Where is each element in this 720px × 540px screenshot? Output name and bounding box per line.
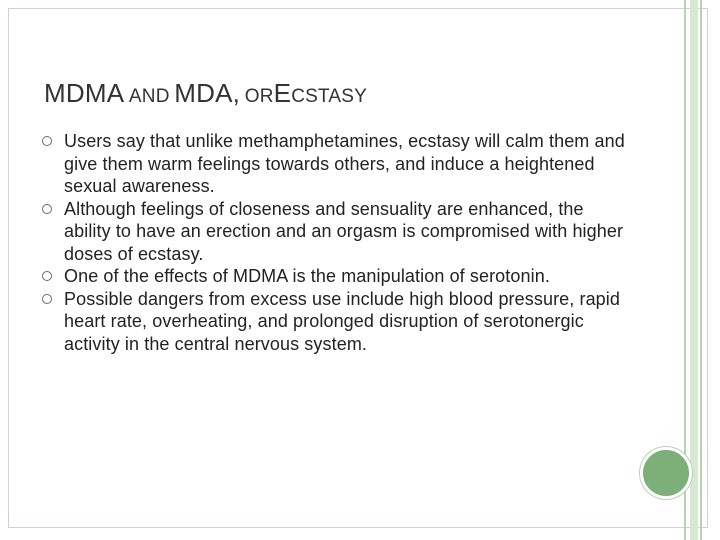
bullet-circle-icon bbox=[42, 136, 52, 146]
bullet-item bbox=[46, 288, 626, 356]
title-part: MDMA bbox=[44, 78, 125, 108]
title-part: OR bbox=[244, 86, 274, 107]
bullet-list bbox=[46, 130, 626, 355]
title-part: AND bbox=[128, 86, 170, 107]
bullet-circle-icon bbox=[42, 294, 52, 304]
decorative-bar bbox=[700, 0, 702, 540]
bullet-circle-icon bbox=[42, 204, 52, 214]
bullet-item bbox=[46, 198, 626, 266]
bullet-item bbox=[46, 265, 626, 288]
bullet-text: One of the effects of MDMA is the manipulation of serotonin. bbox=[64, 266, 550, 286]
bullet-text: Users say that unlike methamphetamines, ecstasy will calm them and give them warm feelings towards others, and induce a heightened sexual awareness. bbox=[64, 131, 625, 196]
bullet-circle-icon bbox=[42, 271, 52, 281]
slide-title bbox=[44, 78, 367, 109]
bullet-text: Although feelings of closeness and sensuality are enhanced, the ability to have an erection and an orgasm is compromised with higher doses of ecstasy. bbox=[64, 198, 624, 264]
title-part: MDA, bbox=[174, 78, 241, 108]
bullet-item bbox=[46, 130, 626, 198]
decorative-bar bbox=[690, 0, 698, 540]
bullet-text: Possible dangers from excess use include high blood pressure, rapid heart rate, overheating, and prolonged disruption of serotonergic activity in the central nervous system. bbox=[64, 288, 621, 354]
title-part: E bbox=[273, 78, 292, 108]
title-part: CSTASY bbox=[291, 86, 368, 107]
decorative-circle bbox=[640, 447, 692, 499]
